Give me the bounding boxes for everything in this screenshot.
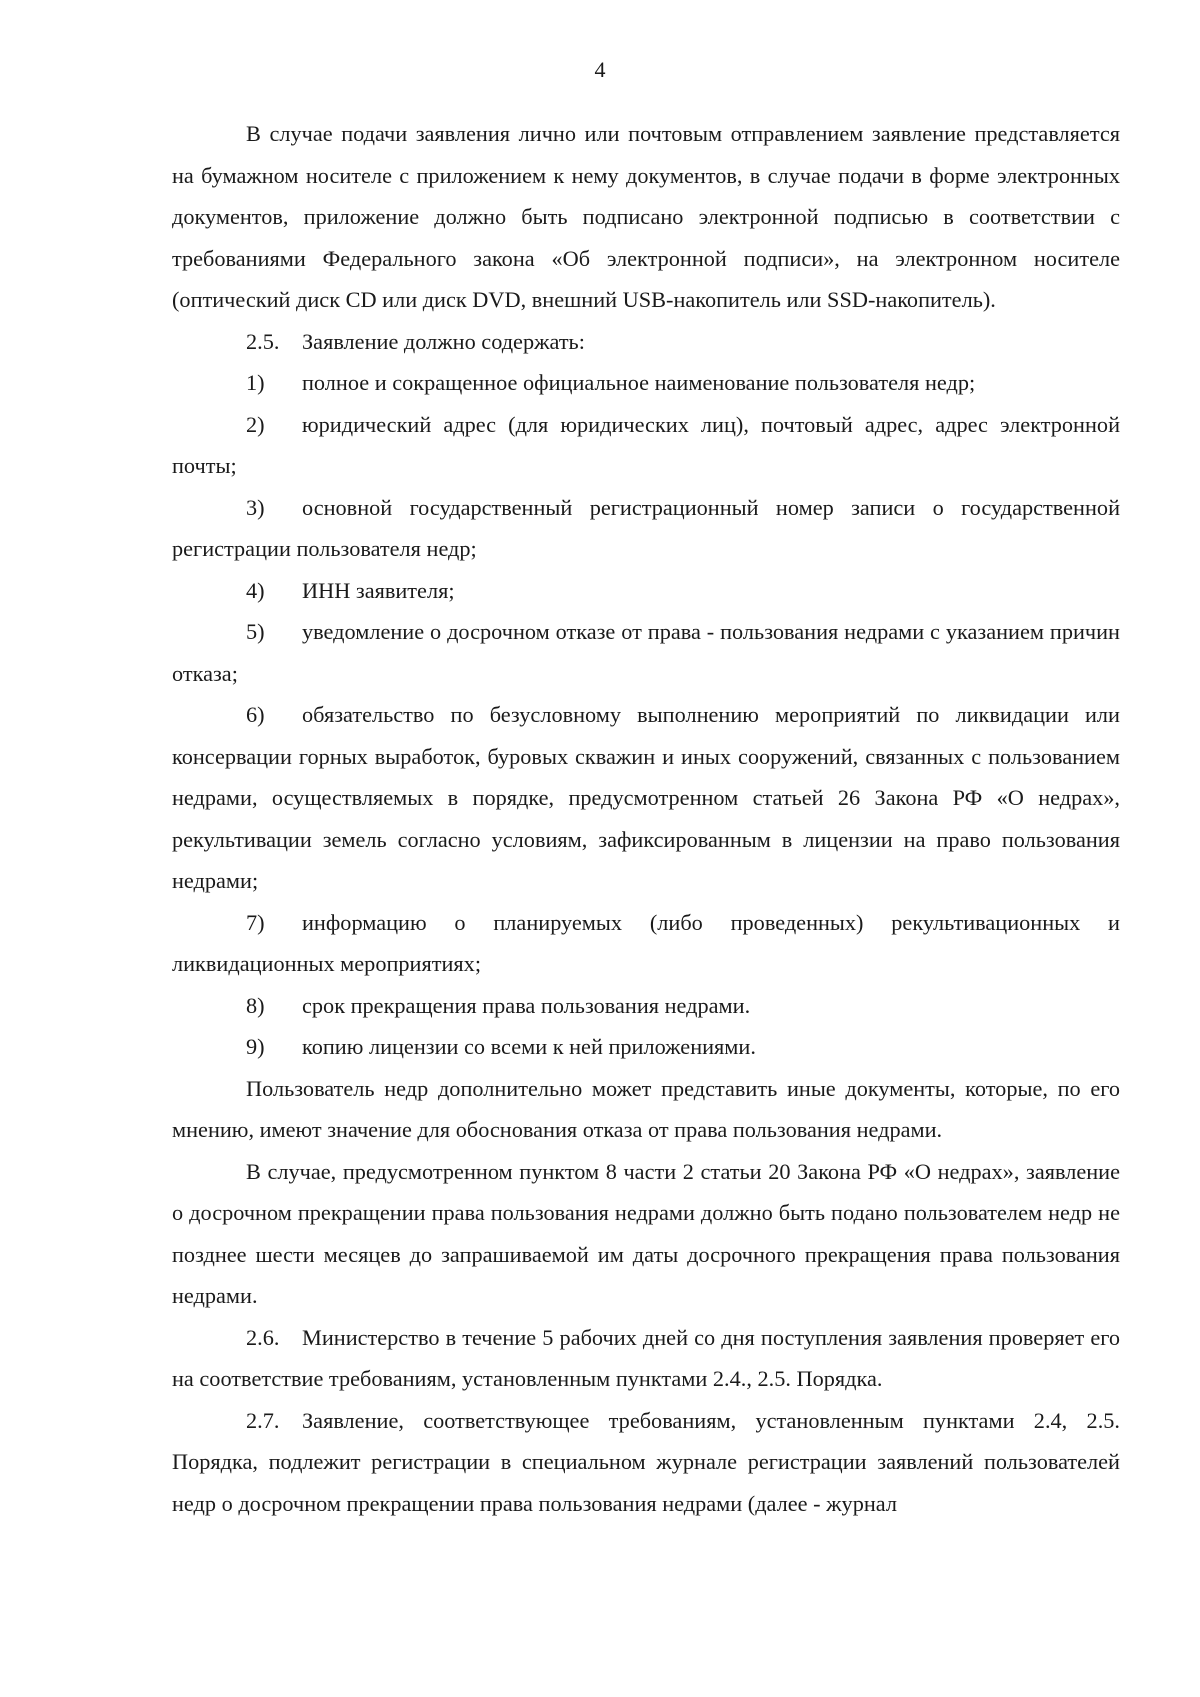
list-item-9 <box>172 1026 1120 1068</box>
paragraph-early-termination-case: В случае, предусмотренном пунктом 8 части 2 статьи 20 Закона РФ «О недрах», заявление о досрочном прекращении права пользования недрами должно быть подано пользователем недр не позднее шести месяцев до запрашиваемой им даты досрочного прекращения права пользования недрами. <box>172 1158 1120 1308</box>
list-item-4 <box>172 570 1120 612</box>
list-item-text: обязательство по безусловному выполнению мероприятий по ликвидации или консервации горных выработок, буровых скважин и иных сооружений, связанных с пользованием недрами, осуществляемых в порядке, предусмотренном статьей 26 Закона РФ «О недрах», рекультивации земель согласно условиям, зафиксированным в лицензии на право пользования недрами; <box>172 702 1120 893</box>
list-item-number: 9) <box>246 1034 265 1059</box>
list-item-number: 8) <box>246 992 265 1018</box>
list-item-text: основной государственный регистрационный номер записи о государственной регистрации пользователя недр; <box>172 494 1120 561</box>
page-number: 4 <box>594 57 606 82</box>
section-2-6 <box>172 1317 1120 1400</box>
paragraph-additional-documents: Пользователь недр дополнительно может представить иные документы, которые, по его мнению, имеют значение для обоснования отказа от права пользования недрами. <box>172 1075 1120 1142</box>
list-item-number: 3) <box>246 494 265 520</box>
list-item-2 <box>172 404 1120 487</box>
list-item-text: юридический адрес (для юридических лиц), почтовый адрес, адрес электронной почты; <box>172 411 1120 478</box>
section-2-7 <box>172 1400 1120 1525</box>
list-item-number: 6) <box>246 702 265 727</box>
list-item-number: 1) <box>246 370 265 395</box>
list-item-text: информацию о планируемых (либо проведенных) рекультивационных и ликвидационных мероприятиях; <box>172 909 1120 976</box>
list-item-7 <box>172 902 1120 985</box>
list-item-text: ИНН заявителя; <box>302 577 455 603</box>
list-item-8 <box>172 985 1120 1027</box>
list-item-3 <box>172 487 1120 570</box>
list-item-1 <box>172 362 1120 404</box>
list-item-text: срок прекращения права пользования недрами. <box>302 992 751 1018</box>
list-item-number: 2) <box>246 411 265 437</box>
document-body <box>172 113 1120 1524</box>
list-item-number: 7) <box>246 909 265 935</box>
list-item-6 <box>172 694 1120 902</box>
section-number: 2.5. <box>246 328 280 354</box>
list-item-number: 5) <box>246 619 265 644</box>
section-text: Заявление, соответствующее требованиям, установленным пунктами 2.4, 2.5. Порядка, подлежит регистрации в специальном журнале регистрации заявлений пользователей недр о досрочном прекращении права пользования недрами (далее - журнал <box>172 1407 1120 1516</box>
section-text: Заявление должно содержать: <box>302 328 585 354</box>
section-number: 2.6. <box>246 1324 280 1350</box>
list-item-number: 4) <box>246 577 265 603</box>
list-item-text: уведомление о досрочном отказе от права - пользования недрами с указанием причин отказа; <box>172 619 1120 686</box>
section-2-5 <box>172 321 1120 363</box>
section-text: Министерство в течение 5 рабочих дней со дня поступления заявления проверяет его на соответствие требованиям, установленным пунктами 2.4., 2.5. Порядка. <box>172 1324 1120 1391</box>
list-item-text: полное и сокращенное официальное наименование пользователя недр; <box>302 370 976 395</box>
list-item-text: копию лицензии со всеми к ней приложениями. <box>302 1034 756 1059</box>
paragraph-submission: В случае подачи заявления лично или почтовым отправлением заявление представляется на бумажном носителе с приложением к нему документов, в случае подачи в форме электронных документов, приложение должно быть подписано электронной подписью в соответствии с требованиями Федерального закона «Об электронной подписи», на электронном носителе (оптический диск CD или диск DVD, внешний USB-накопитель или SSD-накопитель). <box>172 121 1120 312</box>
list-item-5 <box>172 611 1120 694</box>
section-number: 2.7. <box>246 1407 280 1433</box>
